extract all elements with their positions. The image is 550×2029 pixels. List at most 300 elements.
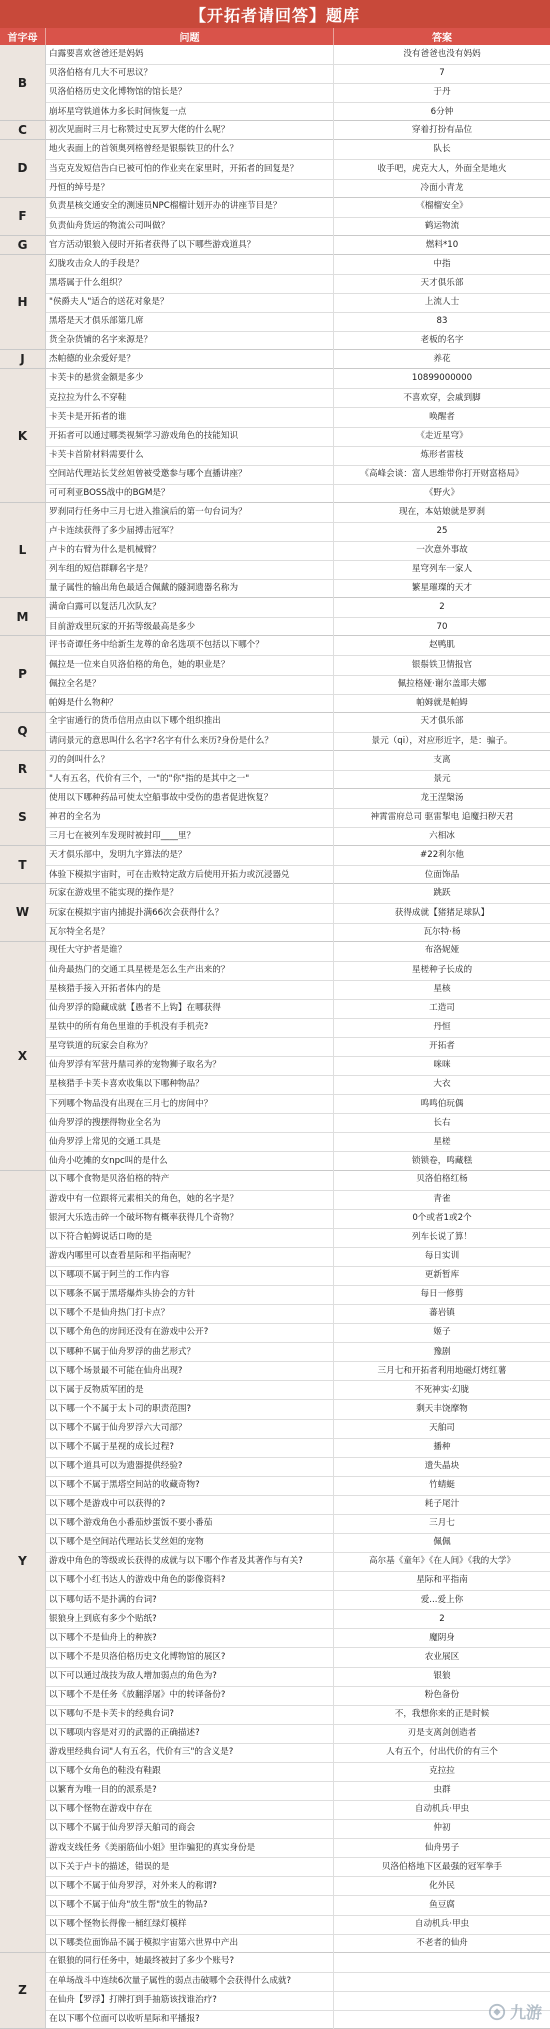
table-row: [46, 1495, 550, 1514]
question-cell: 以下属于反物质军团的是: [46, 1381, 334, 1399]
answer-cell: 7: [439, 68, 445, 79]
table-row: [46, 808, 550, 827]
letter-group: [0, 236, 550, 255]
table-row: [46, 1075, 550, 1094]
table-row: [46, 1342, 550, 1361]
answer-cell: 瓦尔特·杨: [423, 926, 461, 937]
table-row: [46, 1934, 550, 1953]
table-row: [46, 446, 550, 465]
answer-cell: 仲初: [433, 1823, 451, 1834]
question-cell: 以下哪一个不属于太卜司的职责范围?: [46, 1400, 334, 1418]
question-cell: 以繁育为唯一目的的派系是?: [46, 1782, 334, 1800]
answer-cell: 炼形者雷枝: [420, 449, 464, 460]
question-cell: 星核猎手接入开拓者体内的是: [46, 981, 334, 999]
answer-cell: 《野火》: [424, 488, 460, 499]
answer-cell: 支离: [433, 754, 451, 765]
question-cell: 杰帕德的业余爱好是？: [46, 350, 334, 369]
question-cell: 以下哪个不是任务《放翻浮屠》中的转译备份?: [46, 1687, 334, 1705]
answer-cell: 现在，本姑娘就是罗刹: [399, 506, 485, 517]
answer-cell: 蕃岩镇: [429, 1308, 455, 1319]
answer-cell: 大衣: [433, 1079, 451, 1090]
answer-cell: 0个或者1或2个: [412, 1212, 472, 1223]
table-row: [46, 961, 550, 980]
question-cell: 评书奇谭任务中给新生龙尊的命名选项不包括以下哪个？: [46, 636, 334, 655]
question-cell: 仙舟小吃摊的女npc叫的是什么: [46, 1152, 334, 1170]
table-row: [46, 2010, 550, 2029]
question-cell: 下列哪个物品没有出现在三月七的房间中？: [46, 1095, 334, 1113]
group-letter: F: [0, 198, 46, 235]
table-row: [46, 598, 550, 617]
answer-cell: 收手吧，虎克大人，外面全是地火: [377, 163, 507, 174]
table-row: [46, 1018, 550, 1037]
question-cell: 以下哪个道具可以为遗器提供经验?: [46, 1458, 334, 1476]
table-row: [46, 1361, 550, 1380]
table-row: [46, 522, 550, 541]
answer-cell: 龙王涅槃汤: [420, 792, 464, 803]
question-cell: 空间站代理站长艾丝妲曾被受邀参与哪个直播讲座？: [46, 466, 334, 484]
question-cell: 银狼身上到底有多少个贴纸?: [46, 1610, 334, 1628]
letter-group: [0, 369, 550, 503]
answer-cell: 上流人士: [424, 297, 460, 308]
table-row: [46, 1514, 550, 1533]
letter-group: [0, 350, 550, 369]
question-cell: 以下哪句不是卡芙卡的经典台词?: [46, 1706, 334, 1724]
table-row: [46, 1457, 550, 1476]
answer-cell: 星核: [433, 984, 451, 995]
question-cell: 银河大乐选击碎一个破坏物有概率获得几个奇物？: [46, 1210, 334, 1228]
question-cell: 游戏中有一位跟将元素相关的角色，她的名字是？: [46, 1191, 334, 1209]
answer-cell: 竹蜻蜓: [429, 1480, 455, 1491]
question-cell: 以下哪句话不是扑满的台词?: [46, 1591, 334, 1609]
table-row: [46, 751, 550, 770]
question-cell: 黑塔是天才俱乐部第几席: [46, 313, 334, 331]
answer-cell: 燃料*10: [425, 239, 459, 250]
table-row: [46, 274, 550, 293]
question-cell: 黑塔属于什么组织？: [46, 275, 334, 293]
group-letter: P: [0, 636, 46, 711]
question-cell: 使用以下哪种药品可使太空船事故中受伤的患者促进恢复？: [46, 789, 334, 808]
question-cell: 以下哪个怪物长得像一桶红绿灯模样: [46, 1916, 334, 1934]
question-cell: 现任大守护者是谁？: [46, 942, 334, 961]
answer-cell: 《走近星穹》: [416, 430, 468, 441]
question-cell: 以下哪个是游戏中可以获得的?: [46, 1496, 334, 1514]
table-row: [46, 1380, 550, 1399]
table-row: [46, 1228, 550, 1247]
answer-cell: 景元（qi），对应形近字，是：骗子。: [371, 736, 513, 747]
table-row: [46, 1190, 550, 1209]
group-letter: M: [0, 598, 46, 635]
answer-cell: 25: [436, 526, 448, 537]
question-cell: 仙舟罗浮的搜摆得物业全名为: [46, 1114, 334, 1132]
table-row: [46, 732, 550, 751]
watermark: [488, 2000, 542, 2023]
answer-cell: 开拓者: [429, 1041, 455, 1052]
table-row: [46, 884, 550, 903]
answer-cell: [334, 1953, 550, 1972]
answer-cell: 不老者的仙舟: [416, 1937, 468, 1948]
answer-cell: 三月七和开拓者利用地磁灯烤红薯: [377, 1365, 507, 1376]
question-cell: 以下哪种不属于仙舟罗浮的曲艺形式？: [46, 1343, 334, 1361]
question-cell: 瓦尔特全名是？: [46, 924, 334, 942]
table-row: [46, 83, 550, 102]
question-cell: 开拓者可以通过哪类视频学习游戏角色的技能知识: [46, 428, 334, 446]
table-row: [46, 655, 550, 674]
question-cell: 仙舟最热门的交通工具星槎是怎么生产出来的？: [46, 962, 334, 980]
table-row: [46, 579, 550, 598]
question-cell: 卡芙卡首阶材料需要什么: [46, 447, 334, 465]
question-cell: 星穹铁道的玩家会自称为？: [46, 1038, 334, 1056]
answer-cell: 不，我想你来的正是时候: [394, 1708, 490, 1719]
answer-cell: 三月七: [429, 1518, 455, 1529]
answer-cell: 景元: [433, 774, 451, 785]
table-row: [46, 789, 550, 808]
question-cell: 以下哪个不属于黑塔空间站的收藏奇物?: [46, 1477, 334, 1495]
question-cell: 以下哪个不属于仙舟罗浮，对外来人的称谓?: [46, 1877, 334, 1895]
question-cell: 体验下模拟宇宙时，可在击败特定敌方后使用开拓力或沉浸器兑: [46, 866, 334, 884]
table-row: [46, 1686, 550, 1705]
table-row: [46, 846, 550, 865]
table-row: [46, 1647, 550, 1666]
table-row: [46, 1724, 550, 1743]
answer-cell: 爱...爱上你: [420, 1594, 464, 1605]
table-row: [46, 484, 550, 503]
answer-cell: 穿着打扮有品位: [411, 125, 473, 136]
letter-group: [0, 1171, 550, 1953]
answer-cell: 豫剧: [433, 1346, 451, 1357]
table-row: [46, 331, 550, 350]
letter-group: [0, 884, 550, 941]
answer-cell: 贝洛伯格红杨: [416, 1174, 468, 1185]
question-cell: 神君的全名为: [46, 809, 334, 827]
answer-cell: 丹恒: [433, 1022, 451, 1033]
header-letter: 首字母: [0, 28, 46, 45]
answer-cell: 刃是支离剑创造者: [407, 1728, 477, 1739]
question-cell: 幻胧攻击众人的手段是？: [46, 255, 334, 274]
answer-cell: 鸣鸣伯玩偶: [420, 1098, 464, 1109]
answer-cell: 耗子尾汁: [424, 1499, 460, 1510]
table-row: [46, 1590, 550, 1609]
letter-group: [0, 713, 550, 751]
page-title: 【开拓者请回答】题库: [0, 0, 550, 28]
question-cell: 仙舟罗浮上常见的交通工具是: [46, 1133, 334, 1151]
answer-cell: 青雀: [433, 1193, 451, 1204]
table-row: [46, 903, 550, 922]
answer-cell: 锁锁卷，鸣藏糕: [411, 1155, 473, 1166]
answer-cell: 每日实训: [424, 1251, 460, 1262]
table-row: [46, 217, 550, 236]
table-row: [46, 1304, 550, 1323]
answer-cell: 播种: [433, 1441, 451, 1452]
question-cell: 可可利亚BOSS战中的BGM是？: [46, 485, 334, 503]
answer-cell: 神霄雷府总司 驱雷掣电 追魔扫秽天君: [370, 812, 514, 823]
question-cell: 以下哪项内容是对刃的武器的正确描述?: [46, 1725, 334, 1743]
question-cell: 以下哪个怪物在游戏中存在: [46, 1801, 334, 1819]
table-row: [46, 1113, 550, 1132]
question-cell: 在单场战斗中连续6次量子属性的弱点击破哪个会获得什么成就?: [46, 1973, 334, 1991]
question-cell: 以下关于卢卡的描述，错误的是: [46, 1858, 334, 1876]
table-row: [46, 350, 550, 369]
question-cell: 三月七在被列车发现时被封印____里？: [46, 828, 334, 846]
table-row: [46, 198, 550, 217]
question-cell: 仙舟罗浮的隐藏成就【愚者不上钩】在哪获得: [46, 1000, 334, 1018]
question-cell: 佩拉全名是？: [46, 676, 334, 694]
table-row: [46, 1953, 550, 1972]
table-row: [46, 1533, 550, 1552]
answer-cell: 自动机兵·甲虫: [414, 1918, 470, 1929]
answer-cell: 工造司: [429, 1003, 455, 1014]
table-row: [46, 1762, 550, 1781]
question-cell: 以下哪项不属于阿兰的工作内容: [46, 1267, 334, 1285]
group-letter: W: [0, 884, 46, 940]
answer-cell: 农业展区: [424, 1651, 460, 1662]
question-cell: 卢卡的右臂为什么是机械臂？: [46, 542, 334, 560]
answer-cell: 六相冰: [429, 831, 455, 842]
answer-cell: 遗失晶块: [424, 1460, 460, 1471]
table-row: [46, 541, 550, 560]
question-cell: 以下可以通过战技为敌人增加弱点的角色为?: [46, 1668, 334, 1686]
answer-cell: 咪咪: [433, 1060, 451, 1071]
table-row: [46, 617, 550, 636]
question-cell: 负责仙舟货运的物流公司叫做？: [46, 218, 334, 236]
question-cell: 以下哪个游戏角色小番茄炒蛋饭不要小番茄: [46, 1515, 334, 1533]
question-cell: 以下哪个不属于星视的成长过程?: [46, 1439, 334, 1457]
group-letter: Y: [0, 1171, 46, 1952]
table-row: [46, 980, 550, 999]
group-letter: Q: [0, 713, 46, 750]
question-cell: 以下哪个是空间站代理站长艾丝妲的宠物: [46, 1534, 334, 1552]
answer-cell: 冷面小青龙: [420, 182, 464, 193]
table-row: [46, 1800, 550, 1819]
question-cell: 以下哪个场景最不可能在仙舟出现?: [46, 1362, 334, 1380]
answer-cell: 鹤运物流: [424, 220, 460, 231]
question-cell: "人有五名，代价有三个，一"的"你"指的是其中之一": [46, 771, 334, 789]
question-cell: 目前游戏里玩家的开拓等级最高是多少: [46, 618, 334, 636]
question-cell: 列车组的短信群聊名字是？: [46, 561, 334, 579]
answer-cell: 赵鸭肌: [429, 640, 455, 651]
answer-cell: 于丹: [433, 87, 451, 98]
table-row: [46, 1151, 550, 1170]
group-letter: G: [0, 236, 46, 254]
question-cell: 以下哪个食物是贝洛伯格的特产: [46, 1171, 334, 1190]
answer-cell: 星槎种子长成的: [411, 964, 473, 975]
question-cell: 崩坏星穹铁道体力多长时间恢复一点: [46, 103, 334, 121]
question-cell: 在银狼的同行任务中，她最终被封了多少个账号?: [46, 1953, 334, 1972]
answer-cell: 鱼豆腐: [429, 1899, 455, 1910]
answer-cell: 银鬃铁卫情报官: [411, 659, 473, 670]
answer-cell: [334, 1973, 550, 1991]
group-letter: X: [0, 942, 46, 1170]
answer-cell: 一次意外事故: [416, 545, 468, 556]
table-row: [46, 1857, 550, 1876]
table-row: [46, 1438, 550, 1457]
answer-cell: 星穹列车一家人: [411, 564, 473, 575]
letter-group: [0, 45, 550, 121]
question-cell: 在仙舟【罗浮】打牌打到手抽筋该找谁治疗?: [46, 1992, 334, 2010]
group-letter: J: [0, 350, 46, 368]
answer-cell: 每日一修剪: [420, 1289, 464, 1300]
question-cell: 以下哪个小红书达人的游戏中角色的影像资料?: [46, 1572, 334, 1590]
table-row: [46, 140, 550, 159]
question-cell: 以下哪类位面饰品不属于模拟宇宙第六世界中产出: [46, 1935, 334, 1953]
question-cell: 游戏支线任务《美丽筋仙小姐》里诈骗犯的真实身份是: [46, 1839, 334, 1857]
question-cell: 量子属性的输出角色最适合佩戴的隧洞遗器名称为: [46, 580, 334, 598]
answer-cell: 粉色备份: [424, 1689, 460, 1700]
question-cell: 以下哪个不是贝洛伯格历史文化博物馆的展区?: [46, 1648, 334, 1666]
answer-cell: 天舶司: [429, 1422, 455, 1433]
answer-cell: 队长: [433, 144, 451, 155]
table-row: [46, 1838, 550, 1857]
answer-cell: 养花: [433, 354, 451, 365]
question-cell: 游戏内哪里可以查看星际和平指南呢？: [46, 1248, 334, 1266]
question-cell: 游戏中角色的等级或长获得的成就与以下哪个作者及其著作与有关?: [46, 1553, 334, 1571]
letter-group: [0, 255, 550, 350]
question-cell: 卡芙卡是开拓者的谁: [46, 408, 334, 426]
group-letter: H: [0, 255, 46, 349]
answer-cell: 列车长说了算！: [411, 1232, 473, 1243]
question-cell: 丹恒的绰号是？: [46, 180, 334, 198]
question-cell: 以下哪条不属于黑塔爆炸头协会的方针: [46, 1286, 334, 1304]
group-letter: L: [0, 503, 46, 597]
answer-cell: 星槎: [433, 1136, 451, 1147]
question-cell: 玩家在模拟宇宙内捕捉扑满66次会获得什么？: [46, 904, 334, 922]
letter-group: [0, 846, 550, 884]
table-row: [46, 1972, 550, 1991]
table-row: [46, 236, 550, 255]
answer-cell: 70: [436, 621, 448, 632]
table-row: [46, 121, 550, 140]
question-cell: 克拉拉为什么不穿鞋: [46, 389, 334, 407]
table-row: [46, 1609, 550, 1628]
table-row: [46, 503, 550, 522]
table-row: [46, 1247, 550, 1266]
question-cell: 天才俱乐部中，发明九字算法的是？: [46, 846, 334, 865]
table-row: [46, 45, 550, 64]
table-row: [46, 713, 550, 732]
question-cell: 罗刹同行任务中三月七进入推演后的第一句台词为？: [46, 503, 334, 522]
answer-cell: 自动机兵·甲虫: [414, 1804, 470, 1815]
table-row: [46, 388, 550, 407]
question-cell: 卢卡连续获得了多少届搏击冠军？: [46, 523, 334, 541]
table-row: [46, 465, 550, 484]
table-row: [46, 293, 550, 312]
table-row: [46, 1285, 550, 1304]
answer-cell: #22利尔他: [420, 850, 464, 861]
table-row: [46, 1705, 550, 1724]
question-cell: 刃的剑叫什么？: [46, 751, 334, 770]
table-row: [46, 255, 550, 274]
answer-cell: 剩天丰饶摩物: [416, 1403, 468, 1414]
table-row: [46, 1209, 550, 1228]
answer-cell: 仙舟男子: [424, 1842, 460, 1853]
table-row: [46, 1819, 550, 1838]
answer-cell: 天才俱乐部: [420, 278, 464, 289]
question-cell: 星铁中的所有角色里谁的手机没有手机壳?: [46, 1019, 334, 1037]
header-answer: 答案: [334, 28, 550, 45]
answer-cell: 老板的名字: [420, 335, 464, 346]
answer-cell: 银狼: [433, 1670, 451, 1681]
table-row: [46, 1399, 550, 1418]
question-cell: 以下哪个女角色的鞋没有鞋跟: [46, 1763, 334, 1781]
letter-group: [0, 751, 550, 789]
table-row: [46, 64, 550, 83]
table-row: [46, 636, 550, 655]
answer-cell: 佩拉格娅·谢尔盖耶夫娜: [397, 678, 487, 689]
answer-cell: 《高峰会谈：富人思维带你打开财富格局》: [360, 468, 524, 479]
letter-group: [0, 636, 550, 712]
letter-group: [0, 503, 550, 598]
table-row: [46, 159, 550, 178]
answer-cell: 星际和平指南: [416, 1575, 468, 1586]
question-cell: 以下哪个不属于仙舟罗浮天舶司的商会: [46, 1820, 334, 1838]
answer-cell: 长右: [433, 1117, 451, 1128]
question-cell: 货全杂货铺的名字来源是？: [46, 332, 334, 350]
question-cell: 请问景元的意思叫什么名字?名字有什么来历?身份是什么？: [46, 733, 334, 751]
table-row: [46, 179, 550, 198]
table-row: [46, 1781, 550, 1800]
letter-group: [0, 121, 550, 140]
answer-cell: 2: [439, 1613, 445, 1624]
letter-group: [0, 789, 550, 846]
table-row: [46, 369, 550, 388]
answer-cell: 人有五个，付出代价的有三个: [386, 1747, 498, 1758]
question-cell: 当克克发短信告白已被可怕的作业夹在家里时，开拓者的回复是？: [46, 160, 334, 178]
question-cell: "侯爵夫人"适合的送花对象是？: [46, 294, 334, 312]
question-cell: 以下哪个不是仙舟热门打卡点？: [46, 1305, 334, 1323]
question-cell: 全宇宙通行的货币信用点由以下哪个组织推出: [46, 713, 334, 732]
table-row: [46, 675, 550, 694]
question-cell: 地火表面上的首领奥列格曾经是银鬃铁卫的什么？: [46, 140, 334, 159]
answer-cell: 不死神实·幻胧: [414, 1384, 470, 1395]
question-cell: 帕姆是什么物种？: [46, 695, 334, 713]
letter-group: [0, 942, 550, 1171]
table-row: [46, 1915, 550, 1934]
table-row: [46, 1171, 550, 1190]
answer-cell: 获得成就【猪猪足球队】: [394, 907, 490, 918]
question-cell: 贝洛伯格有几大不可思议？: [46, 65, 334, 83]
answer-cell: 唤醒者: [429, 411, 455, 422]
table-row: [46, 1056, 550, 1075]
answer-cell: 中指: [433, 258, 451, 269]
letter-group: [0, 140, 550, 197]
table-row: [46, 923, 550, 942]
question-cell: 满命白露可以复活几次队友？: [46, 598, 334, 617]
header-question: 问题: [46, 28, 334, 45]
group-letter: S: [0, 789, 46, 845]
table-row: [46, 1323, 550, 1342]
answer-cell: 没有爸爸也没有妈妈: [403, 48, 481, 59]
answer-cell: 姬子: [433, 1327, 451, 1338]
question-cell: 佩拉是一位来自贝洛伯格的角色，她的职业是？: [46, 656, 334, 674]
answer-cell: 贝洛伯格地下区最强的冠军拳手: [381, 1861, 503, 1872]
table-row: [46, 1876, 550, 1895]
table-row: [46, 1895, 550, 1914]
table-row: [46, 1552, 550, 1571]
answer-cell: 位面饰品: [424, 869, 460, 880]
group-letter: K: [0, 369, 46, 502]
answer-cell: 佩佩: [433, 1537, 451, 1548]
question-cell: 以下哪个不属于仙舟"放生帮"放生的物品?: [46, 1896, 334, 1914]
table-row: [46, 1419, 550, 1438]
answer-cell: 天才俱乐部: [420, 716, 464, 727]
table-row: [46, 1037, 550, 1056]
table-row: [46, 560, 550, 579]
group-letter: T: [0, 846, 46, 883]
question-cell: 以下哪个不属于仙舟罗浮六大司部？: [46, 1420, 334, 1438]
table-row: [46, 1667, 550, 1686]
answer-cell: 6分钟: [430, 106, 454, 117]
question-cell: 初次见面时三月七称赞过史瓦罗大佬的什么呢？: [46, 121, 334, 140]
table-row: [46, 865, 550, 884]
